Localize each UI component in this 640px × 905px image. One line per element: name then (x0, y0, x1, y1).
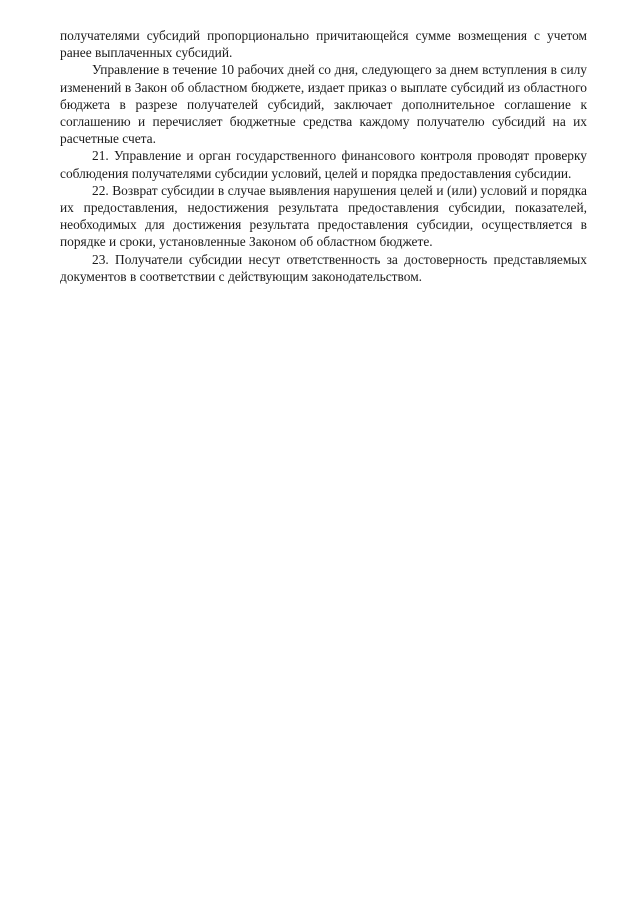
paragraph-continuation: получателями субсидий пропорционально причитающейся сумме возмещения с учетом ранее выплаченных субсидий. (60, 28, 587, 61)
paragraph-22-return: 22. Возврат субсидии в случае выявления нарушения целей и (или) условий и порядка их предоставления, недостижения результата предоставления субсидии, показателей, необходимых для достижения результата предоставления субсидии, осуществляется в порядке и сроки, установленные Законом об областном бюджете. (60, 182, 587, 250)
paragraph-management-payment: Управление в течение 10 рабочих дней со дня, следующего за днем вступления в силу изменений в Закон об областном бюджете, издает приказ о выплате субсидий из областного бюджета в разрезе получателей субсидий, заключает дополнительное соглашение к соглашению и перечисляет бюджетные средства каждому получателю субсидий на их расчетные счета. (60, 62, 587, 147)
paragraph-23-responsibility: 23. Получатели субсидии несут ответственность за достоверность представляемых документов в соответствии с действующим законодательством. (60, 251, 587, 284)
paragraph-21-inspection: 21. Управление и орган государственного финансового контроля проводят проверку соблюдения получателями субсидии условий, целей и порядка предоставления субсидии. (60, 148, 587, 181)
document-page (60, 27, 587, 285)
